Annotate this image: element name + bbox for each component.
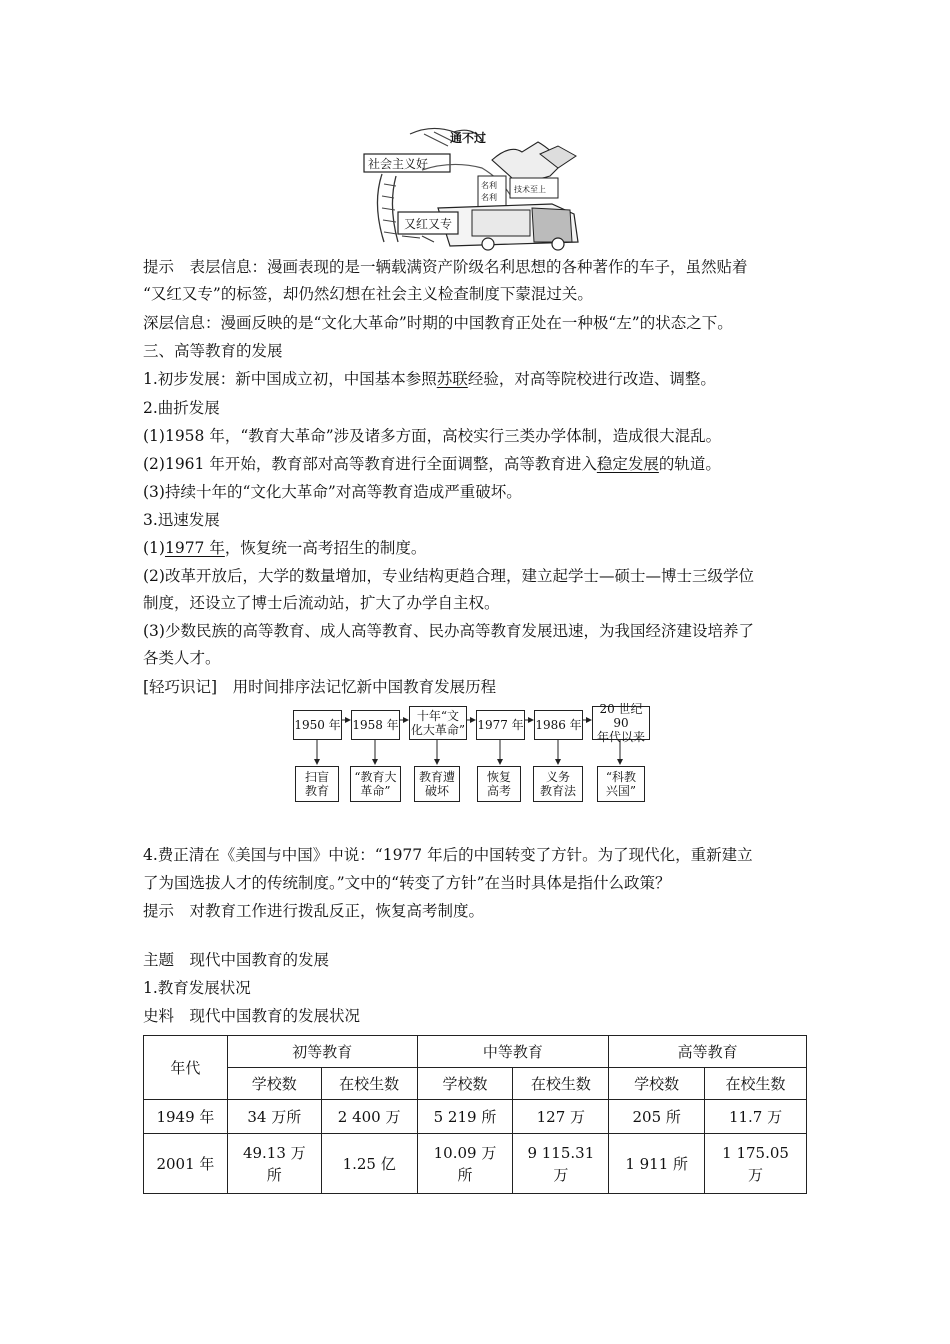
table-cell bbox=[417, 1134, 513, 1194]
tortuous-item-2 bbox=[143, 453, 813, 475]
outcome-law-line1: 义务 bbox=[545, 770, 570, 784]
question-4-line-2: 了为国选拔人才的传统制度。”文中的“转变了方针”在当时具体是指什么政策？ bbox=[143, 874, 671, 892]
cell-line: 9 115.31 bbox=[527, 1143, 595, 1162]
timeline-box-1990s-line2: 年代以来 bbox=[596, 730, 645, 744]
timeline-box-1958 bbox=[351, 710, 400, 740]
sub-higher-schools: 学校数 bbox=[609, 1068, 705, 1100]
table-cell: 205 所 bbox=[609, 1100, 705, 1134]
timeline-box-cultural-revolution bbox=[409, 706, 467, 740]
education-timeline-diagram bbox=[290, 702, 662, 810]
table-cell: 5 219 所 bbox=[417, 1100, 513, 1134]
timeline-box-1950-text: 1950 年 bbox=[294, 718, 341, 732]
section-heading-higher-edu: 三、高等教育的发展 bbox=[143, 342, 283, 360]
sub-secondary-students: 在校生数 bbox=[513, 1068, 609, 1100]
outcome-literacy-line1: 扫盲 bbox=[304, 770, 329, 784]
initial-development-post: 经验，对高等院校进行改造、调整。 bbox=[467, 370, 716, 388]
rapid-item-2-line-1: (2)改革开放后，大学的数量增加，专业结构更趋合理，建立起学士—硕士—博士三级学位 bbox=[143, 567, 754, 585]
tortuous-development-heading: 2.曲折发展 bbox=[143, 399, 220, 417]
table-header-row bbox=[144, 1036, 807, 1068]
outcome-box-compulsory-law bbox=[533, 766, 583, 802]
initial-development-line bbox=[143, 368, 813, 390]
sub-higher-students: 在校生数 bbox=[705, 1068, 807, 1100]
tortuous-item-2-post: 的轨道。 bbox=[658, 455, 721, 473]
outcome-science-line1: “科教 bbox=[605, 770, 637, 784]
tortuous-item-3: (3)持续十年的“文化大革命”对高等教育造成严重破坏。 bbox=[143, 483, 522, 501]
sub-secondary-schools: 学校数 bbox=[417, 1068, 513, 1100]
rapid-development-heading: 3.迅速发展 bbox=[143, 511, 220, 529]
outcome-literacy-line2: 教育 bbox=[304, 784, 329, 798]
timeline-box-cr-line2: 化大革命” bbox=[410, 723, 466, 737]
cartoon-label-book2: 名利 bbox=[481, 193, 497, 202]
outcome-exam-line1: 恢复 bbox=[486, 770, 511, 784]
outcome-edu-rev-line1: “教育大 bbox=[354, 770, 397, 784]
stable-development-underlined: 稳定发展 bbox=[596, 455, 659, 473]
timeline-box-1950 bbox=[293, 710, 342, 740]
cartoon-label-cart: 又红又专 bbox=[404, 217, 453, 231]
table-cell bbox=[513, 1134, 609, 1194]
outcome-exam-line2: 高考 bbox=[486, 784, 511, 798]
theme-heading: 主题 现代中国教育的发展 bbox=[143, 951, 330, 969]
table-subheader-row bbox=[144, 1068, 807, 1100]
deep-info-line: 深层信息：漫画反映的是“文化大革命”时期的中国教育正处在一种极“左”的状态之下。 bbox=[143, 314, 733, 332]
cell-line: 49.13 万 bbox=[242, 1143, 306, 1162]
cell-line: 10.09 万 bbox=[433, 1143, 497, 1162]
outcome-edu-rev-line2: 革命” bbox=[360, 784, 391, 798]
question-4-line-1: 4.费正清在《美国与中国》中说：“1977 年后的中国转变了方针。为了现代化，重新建立 bbox=[143, 846, 753, 864]
table-cell: 127 万 bbox=[513, 1100, 609, 1134]
sub-primary-schools: 学校数 bbox=[227, 1068, 321, 1100]
cell-line: 所 bbox=[457, 1165, 473, 1184]
rapid-item-3-line-1: (3)少数民族的高等教育、成人高等教育、民办高等教育发展迅速，为我国经济建设培养了 bbox=[143, 622, 754, 640]
cartoon-label-book3: 技术至上 bbox=[514, 185, 546, 194]
header-higher: 高等教育 bbox=[609, 1036, 807, 1068]
cartoon-label-pass: 通不过 bbox=[450, 131, 487, 145]
cartoon-illustration bbox=[362, 124, 588, 252]
year-1977-underlined: 1977 年 bbox=[164, 539, 225, 557]
header-primary: 初等教育 bbox=[227, 1036, 417, 1068]
table-cell bbox=[705, 1134, 807, 1194]
rapid-item-3-line-2: 各类人才。 bbox=[143, 649, 221, 667]
tortuous-item-2-pre: (2)1961 年开始，教育部对高等教育进行全面调整，高等教育进入 bbox=[143, 455, 597, 473]
header-year: 年代 bbox=[144, 1036, 228, 1100]
timeline-box-1977 bbox=[476, 710, 525, 740]
rapid-item-1 bbox=[143, 537, 813, 559]
outcome-box-literacy bbox=[295, 766, 339, 802]
initial-development-pre: 1.初步发展：新中国成立初，中国基本参照 bbox=[143, 370, 437, 388]
table-cell: 1 911 所 bbox=[609, 1134, 705, 1194]
rapid-item-1-post: ，恢复统一高考招生的制度。 bbox=[224, 539, 427, 557]
tip-line-2: “又红又专”的标签，却仍然幻想在社会主义检查制度下蒙混过关。 bbox=[143, 285, 593, 303]
outcome-destroyed-line2: 破坏 bbox=[424, 784, 449, 798]
table-cell bbox=[227, 1134, 321, 1194]
cell-line: 万 bbox=[553, 1165, 569, 1184]
question-4-tip: 提示 对教育工作进行拨乱反正，恢复高考制度。 bbox=[143, 902, 485, 920]
cell-line: 所 bbox=[266, 1165, 282, 1184]
cell-line: 万 bbox=[748, 1165, 764, 1184]
tip-line-1: 提示 表层信息：漫画表现的是一辆载满资产阶级名利思想的各种著作的车子，虽然贴着 bbox=[143, 258, 748, 276]
sub-primary-students: 在校生数 bbox=[321, 1068, 417, 1100]
tortuous-item-1: (1)1958 年，“教育大革命”涉及诸多方面，高校实行三类办学体制，造成很大混乱。 bbox=[143, 427, 722, 445]
cartoon-label-socialism: 社会主义好 bbox=[368, 157, 429, 171]
outcome-destroyed-line1: 教育遭 bbox=[418, 770, 455, 784]
outcome-science-line2: 兴国” bbox=[605, 784, 637, 798]
table-cell: 2 400 万 bbox=[321, 1100, 417, 1134]
outcome-box-edu-revolution bbox=[350, 766, 401, 802]
historical-material-heading: 史料 现代中国教育的发展状况 bbox=[143, 1007, 361, 1025]
header-secondary: 中等教育 bbox=[417, 1036, 609, 1068]
table-cell: 1.25 亿 bbox=[321, 1134, 417, 1194]
outcome-box-science-education bbox=[597, 766, 645, 802]
row-1949-year: 1949 年 bbox=[144, 1100, 228, 1134]
edu-status-heading: 1.教育发展状况 bbox=[143, 979, 251, 997]
cartoon-label-book1: 名利 bbox=[481, 181, 497, 190]
timeline-box-cr-line1: 十年“文 bbox=[416, 709, 460, 723]
table-cell: 34 万所 bbox=[227, 1100, 321, 1134]
table-cell: 11.7 万 bbox=[705, 1100, 807, 1134]
outcome-box-destroyed bbox=[414, 766, 460, 802]
memory-tip-heading: [轻巧识记] 用时间排序法记忆新中国教育发展历程 bbox=[143, 678, 497, 696]
timeline-box-1986 bbox=[534, 710, 583, 740]
cell-line: 1 175.05 bbox=[722, 1143, 789, 1162]
outcome-law-line2: 教育法 bbox=[539, 784, 576, 798]
timeline-box-1990s bbox=[592, 702, 650, 744]
timeline-box-1986-text: 1986 年 bbox=[535, 718, 582, 732]
timeline-box-1990s-line1: 20 世纪 90 bbox=[599, 702, 643, 730]
soviet-underlined: 苏联 bbox=[436, 370, 468, 388]
rapid-item-1-pre: (1) bbox=[143, 539, 165, 557]
education-statistics-table bbox=[143, 1035, 807, 1194]
timeline-box-1958-text: 1958 年 bbox=[352, 718, 399, 732]
timeline-box-1977-text: 1977 年 bbox=[477, 718, 524, 732]
table-row bbox=[144, 1100, 807, 1134]
table-row bbox=[144, 1134, 807, 1194]
outcome-box-exam-restored bbox=[477, 766, 521, 802]
rapid-item-2-line-2: 制度，还设立了博士后流动站，扩大了办学自主权。 bbox=[143, 594, 500, 612]
row-2001-year: 2001 年 bbox=[144, 1134, 228, 1194]
